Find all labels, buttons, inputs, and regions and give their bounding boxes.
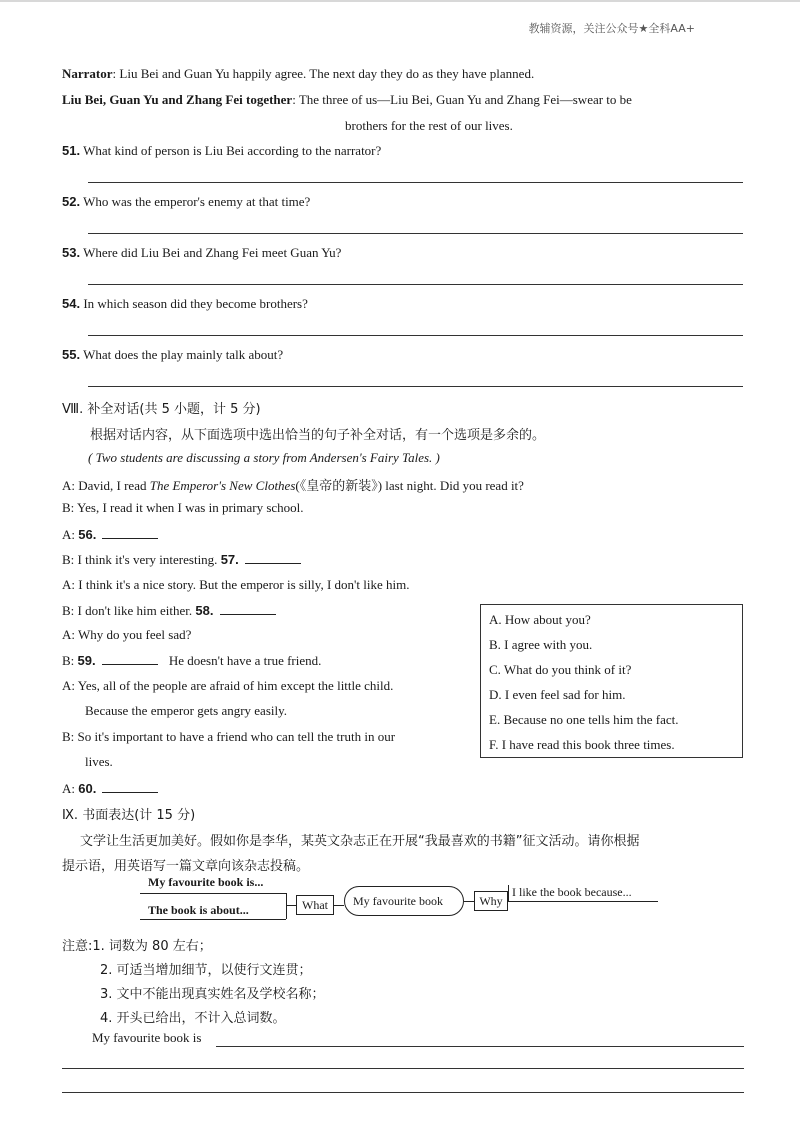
section8-context: ( Two students are discussing a story from Andersen's Fairy Tales. )	[88, 450, 440, 465]
header-note: 教辅资源，关注公众号★全科AA+	[528, 22, 695, 35]
section9-title: Ⅸ. 书面表达(计 15 分)	[62, 808, 196, 823]
map-why-line: I like the book because...	[512, 885, 632, 899]
speaker-label: A:	[62, 781, 75, 796]
dialogue-b5: B: So it's important to have a friend who can tell the truth in our	[62, 729, 396, 744]
dialogue-a4: A: Why do you feel sad?	[62, 627, 192, 642]
dialogue-a1	[62, 475, 524, 494]
map-center-label: My favourite book	[353, 894, 443, 908]
essay-opening: My favourite book is	[92, 1030, 202, 1045]
blank-60[interactable]	[102, 780, 158, 793]
section9-prompt: 文学让生活更加美好。假如你是李华，某英文杂志正在开展“我最喜欢的书籍”征文活动。请你根据	[80, 834, 640, 849]
map-connector	[334, 905, 344, 906]
writing-line-1[interactable]	[216, 1046, 744, 1047]
together-line-2: brothers for the rest of our lives.	[345, 118, 513, 133]
blank-57[interactable]	[245, 551, 301, 564]
answer-line-53[interactable]	[88, 284, 743, 285]
map-what-line-1: My favourite book is...	[148, 875, 264, 889]
map-what-box: What	[296, 895, 334, 915]
blank-number-60: 60.	[78, 781, 97, 796]
together-label: Liu Bei, Guan Yu and Zhang Fei together	[62, 92, 293, 107]
dialogue-b5-cont: lives.	[85, 754, 113, 769]
dialogue-b1: B: Yes, I read it when I was in primary school.	[62, 500, 304, 515]
together-text: The three of us—Liu Bei, Guan Yu and Zhang Fei—swear to be	[298, 92, 632, 107]
option-f: F. I have read this book three times.	[489, 737, 675, 752]
question-54	[62, 296, 308, 312]
notes-item-1	[62, 935, 212, 954]
option-d: D. I even feel sad for him.	[489, 687, 626, 702]
dialogue-a5-cont: Because the emperor gets angry easily.	[85, 703, 288, 718]
answer-line-54[interactable]	[88, 335, 743, 336]
map-connector	[286, 893, 287, 919]
dialogue-a5: A: Yes, all of the people are afraid of him except the little child.	[62, 678, 394, 693]
note-text: 1. 词数为 80 左右；	[92, 939, 212, 954]
answer-line-51[interactable]	[88, 182, 743, 183]
option-e: E. Because no one tells him the fact.	[489, 712, 679, 727]
dialogue-a1-pre: A: David, I read	[62, 478, 150, 493]
writing-line-2[interactable]	[62, 1068, 744, 1069]
dialogue-a1-post: (《皇帝的新装》) last night. Did you read it?	[295, 478, 524, 493]
map-connector	[464, 901, 474, 902]
question-number: 55.	[62, 347, 81, 362]
question-number: 53.	[62, 245, 81, 260]
blank-number-59: 59.	[77, 653, 96, 668]
notes-label: 注意:	[62, 939, 93, 954]
section8-instruction: 根据对话内容，从下面选项中选出恰当的句子补全对话，有一个选项是多余的。	[90, 428, 546, 443]
blank-number-56: 56.	[78, 527, 97, 542]
dialogue-b4-text: He doesn't have a true friend.	[168, 653, 322, 668]
question-number: 51.	[62, 143, 81, 158]
speaker-label: A:	[62, 527, 75, 542]
question-text: In which season did they become brothers?	[83, 296, 308, 311]
notes-item-4: 4. 开头已给出，不计入总词数。	[100, 1011, 286, 1026]
answer-line-52[interactable]	[88, 233, 743, 234]
map-why-box: Why	[474, 891, 508, 911]
narrator-text: Liu Bei and Guan Yu happily agree. The next day they do as they have planned.	[119, 66, 535, 81]
notes-item-2: 2. 可适当增加细节，以使行文连贯；	[100, 963, 312, 978]
map-center-node	[344, 886, 464, 916]
dialogue-a3: A: I think it's a nice story. But the emperor is silly, I don't like him.	[62, 577, 410, 592]
together-line	[62, 92, 632, 108]
section9-prompt-cont: 提示语，用英语写一篇文章向该杂志投稿。	[62, 859, 310, 874]
writing-line-3[interactable]	[62, 1092, 744, 1093]
dialogue-b4	[62, 652, 321, 669]
blank-number-58: 58.	[195, 603, 214, 618]
options-box	[480, 604, 743, 758]
question-52	[62, 194, 310, 210]
dialogue-a2	[62, 526, 158, 543]
dialogue-b3-text: B: I don't like him either.	[62, 603, 193, 618]
question-55	[62, 347, 283, 363]
answer-line-55[interactable]	[88, 386, 743, 387]
question-53	[62, 245, 341, 261]
notes-item-3: 3. 文中不能出现真实姓名及学校名称；	[100, 987, 325, 1002]
narrator-line	[62, 66, 534, 82]
blank-number-57: 57.	[220, 552, 239, 567]
question-number: 54.	[62, 296, 81, 311]
speaker-label: B:	[62, 653, 75, 668]
option-a: A. How about you?	[489, 612, 591, 627]
option-b: B. I agree with you.	[489, 637, 593, 652]
blank-56[interactable]	[102, 526, 158, 539]
option-c: C. What do you think of it?	[489, 662, 632, 677]
story-title: The Emperor's New Clothes	[149, 478, 296, 493]
map-connector	[140, 919, 286, 920]
section8-title: Ⅷ. 补全对话(共 5 小题，计 5 分)	[62, 402, 261, 417]
dialogue-b3	[62, 602, 276, 619]
map-what-line-2: The book is about...	[148, 903, 249, 917]
narrator-label: Narrator	[62, 66, 113, 81]
question-text: Where did Liu Bei and Zhang Fei meet Guan Yu?	[83, 245, 342, 260]
top-rule	[0, 0, 800, 2]
question-51	[62, 143, 381, 159]
question-text: What does the play mainly talk about?	[83, 347, 284, 362]
dialogue-b2-text: B: I think it's very interesting.	[62, 552, 218, 567]
map-connector	[286, 905, 296, 906]
dialogue-b2	[62, 551, 301, 568]
question-number: 52.	[62, 194, 81, 209]
question-text: What kind of person is Liu Bei according to the narrator?	[83, 143, 382, 158]
map-connector	[508, 901, 658, 902]
question-text: Who was the emperor's enemy at that time?	[83, 194, 311, 209]
together-colon: :	[292, 92, 299, 107]
blank-59[interactable]	[102, 652, 158, 665]
blank-58[interactable]	[220, 602, 276, 615]
dialogue-a6	[62, 780, 158, 797]
map-connector	[140, 893, 286, 894]
map-connector	[508, 885, 509, 901]
narrator-colon: :	[112, 66, 120, 81]
